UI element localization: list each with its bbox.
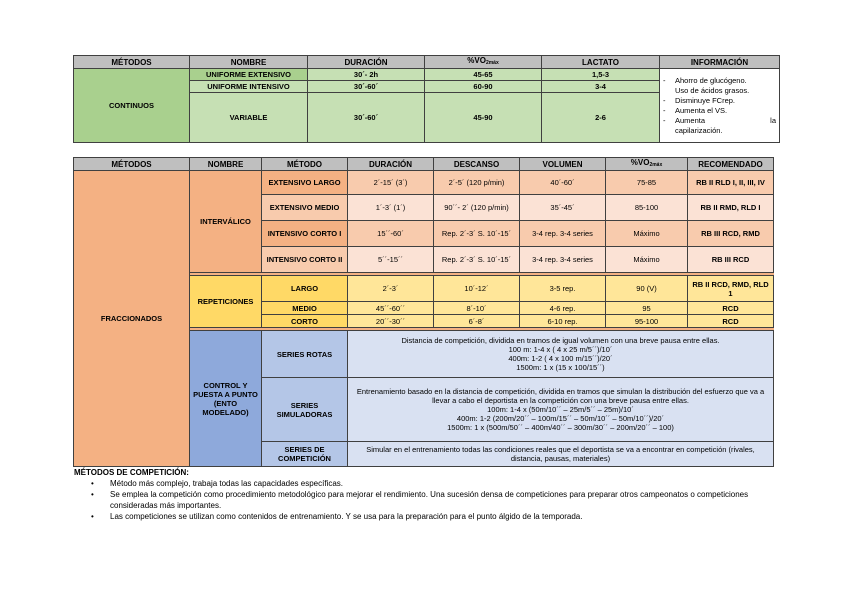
informacion-cell [660,69,780,143]
duracion-cell: 15´´-60´ [348,221,434,247]
continuos-header-row [74,56,780,69]
group-fraccionados: FRACCIONADOS [74,171,190,467]
notes-section [76,467,776,522]
list-item: - Aumenta la [663,116,776,126]
fraccionados-table [73,157,774,467]
header-informacion: INFORMACIÓN [660,56,780,69]
duracion-cell: 30´- 2h [308,69,425,81]
volumen-cell: 35´-45´ [520,195,606,221]
descanso-cell: 10´-12´ [434,276,520,302]
header-nombre: NOMBRE [190,158,262,171]
list-item: • Las competiciones se utilizan como contenidos de entrenamiento. Y se usa para la preparación para el punto álgido de la temporada. [110,511,776,522]
table-row [74,69,780,81]
table-row [74,171,774,195]
list-item: - Disminuye FCrep. [663,96,776,106]
list-item: • Se emplea la competición como procedimiento metodológico para mejorar el rendimiento. Una sucesión densa de competiciones para preparar otros campeonatos o competiciones consideradas más importantes. [110,489,776,511]
header-descanso: DESCANSO [434,158,520,171]
duracion-cell: 45´´-60´´ [348,302,434,315]
metodo-cell: SERIES DE COMPETICIÓN [262,442,348,467]
group-continuos: CONTINUOS [74,69,190,143]
descripcion-line: 1500m: 1 x (15 x 100/15´´) [516,363,605,372]
vo-cell: 95-100 [606,315,688,328]
descanso-cell: 2´-5´ (120 p/min) [434,171,520,195]
vo-cell: 45-90 [425,93,542,143]
notes-title: MÉTODOS DE COMPETICIÓN: [74,468,189,477]
list-item: capilarización. [675,125,723,135]
duracion-cell: 30´-60´ [308,93,425,143]
vo-cell: 85-100 [606,195,688,221]
recomendado-cell: RB III RCD, RMD [688,221,774,247]
descripcion-line: Entrenamiento basado en la distancia de competición, dividida en tramos que simulan la distribución del esfuerzo que va a llevar a cabo el deportista en la competición con una breve pausa entre ellas. [356,387,765,405]
header-metodo: MÉTODO [262,158,348,171]
metodo-cell: SERIES ROTAS [262,331,348,378]
vo-cell: 90 (V) [606,276,688,302]
fraccionados-header-row [74,158,774,171]
descripcion-cell [348,378,774,442]
header-volumen: VOLUMEN [520,158,606,171]
descripcion-line: 400m: 1-2 (200m/20´´ – 100m/15´´ – 50m/10´´ – 50m/10´´)/20´ [456,414,665,423]
vo-cell: 45-65 [425,69,542,81]
metodo-cell: CORTO [262,315,348,328]
descripcion-line: Distancia de competición, dividida en tramos de igual volumen con una breve pausa entre ellas. [401,336,720,345]
nombre-control: CONTROL Y PUESTA A PUNTO (ENTO MODELADO) [190,331,262,467]
header-lactato: LACTATO [542,56,660,69]
descripcion-line: 100 m: 1-4 x ( 4 x 25 m/5´´)/10´ [508,345,613,354]
list-item: - Aumenta el VS. [663,106,776,116]
duracion-cell: 20´´-30´´ [348,315,434,328]
metodo-cell: LARGO [262,276,348,302]
nombre-cell: VARIABLE [190,93,308,143]
descanso-cell: Rep. 2´-3´ S. 10´-15´ [434,221,520,247]
nombre-repeticiones: REPETICIONES [190,276,262,328]
descripcion-line: 1500m: 1 x (500m/50´´ – 400m/40´´ – 300m/30´´ – 200m/20´´ – 100) [447,423,674,432]
duracion-cell: 2´-15´ (3´) [348,171,434,195]
duracion-cell: 5´´-15´´ [348,247,434,273]
volumen-cell: 6-10 rep. [520,315,606,328]
nombre-cell: UNIFORME EXTENSIVO [190,69,308,81]
volumen-cell: 3-4 rep. 3-4 series [520,221,606,247]
lactato-cell: 3-4 [542,81,660,93]
header-metodos: MÉTODOS [74,56,190,69]
metodo-cell: MEDIO [262,302,348,315]
list-item: Uso de ácidos grasos. [675,85,750,95]
descripcion-cell [348,331,774,378]
informacion-list [663,76,776,136]
header-duracion: DURACIÓN [308,56,425,69]
recomendado-cell: RCD [688,315,774,328]
descanso-cell: 90´´- 2´ (120 p/min) [434,195,520,221]
recomendado-cell: RB III RCD [688,247,774,273]
header-nombre: NOMBRE [190,56,308,69]
recomendado-cell: RB II RCD, RMD, RLD 1 [688,276,774,302]
descanso-cell: 6´-8´ [434,315,520,328]
recomendado-cell: RB II RMD, RLD I [688,195,774,221]
header-duracion: DURACIÓN [348,158,434,171]
header-recomendado: RECOMENDADO [688,158,774,171]
metodo-cell: SERIES SIMULADORAS [262,378,348,442]
metodo-cell: INTENSIVO CORTO II [262,247,348,273]
duracion-cell: 1´-3´ (1´) [348,195,434,221]
recomendado-cell: RB II RLD I, II, III, IV [688,171,774,195]
volumen-cell: 40´-60´ [520,171,606,195]
descanso-cell: Rep. 2´-3´ S. 10´-15´ [434,247,520,273]
volumen-cell: 3-5 rep. [520,276,606,302]
metodo-cell: INTENSIVO CORTO I [262,221,348,247]
header-vo: $\%VO_{2máx}$ [606,158,688,171]
nombre-cell: UNIFORME INTENSIVO [190,81,308,93]
descanso-cell: 8´-10´ [434,302,520,315]
recomendado-cell: RCD [688,302,774,315]
duracion-cell: 2´-3´ [348,276,434,302]
list-item: - Ahorro de glucógeno. [663,76,776,86]
descripcion-line: Simular en el entrenamiento todas las condiciones reales que el deportista se va a encontrar en competición (rivales, distancia, pausas, materiales) [366,445,755,463]
lactato-cell: 1,5-3 [542,69,660,81]
metodo-cell: EXTENSIVO MEDIO [262,195,348,221]
vo-cell: Máximo [606,221,688,247]
vo-cell: 60-90 [425,81,542,93]
metodo-cell: EXTENSIVO LARGO [262,171,348,195]
list-item: • Método más complejo, trabaja todas las capacidades específicas. [110,478,776,489]
descripcion-line: 400m: 1-2 ( 4 x 100 m/15´´)/20´ [508,354,613,363]
header-vo: $\%VO_{2máx}$ [425,56,542,69]
nombre-intervalico: INTERVÁLICO [190,171,262,273]
duracion-cell: 30´-60´ [308,81,425,93]
vo-cell: Máximo [606,247,688,273]
header-metodos: MÉTODOS [74,158,190,171]
notes-list [76,478,776,522]
volumen-cell: 4-6 rep. [520,302,606,315]
continuos-table [73,55,780,143]
descripcion-cell [348,442,774,467]
volumen-cell: 3-4 rep. 3-4 series [520,247,606,273]
vo-cell: 75-85 [606,171,688,195]
vo-cell: 95 [606,302,688,315]
lactato-cell: 2-6 [542,93,660,143]
descripcion-line: 100m: 1-4 x (50m/10´´ – 25m/5´´ – 25m)/10´ [487,405,634,414]
